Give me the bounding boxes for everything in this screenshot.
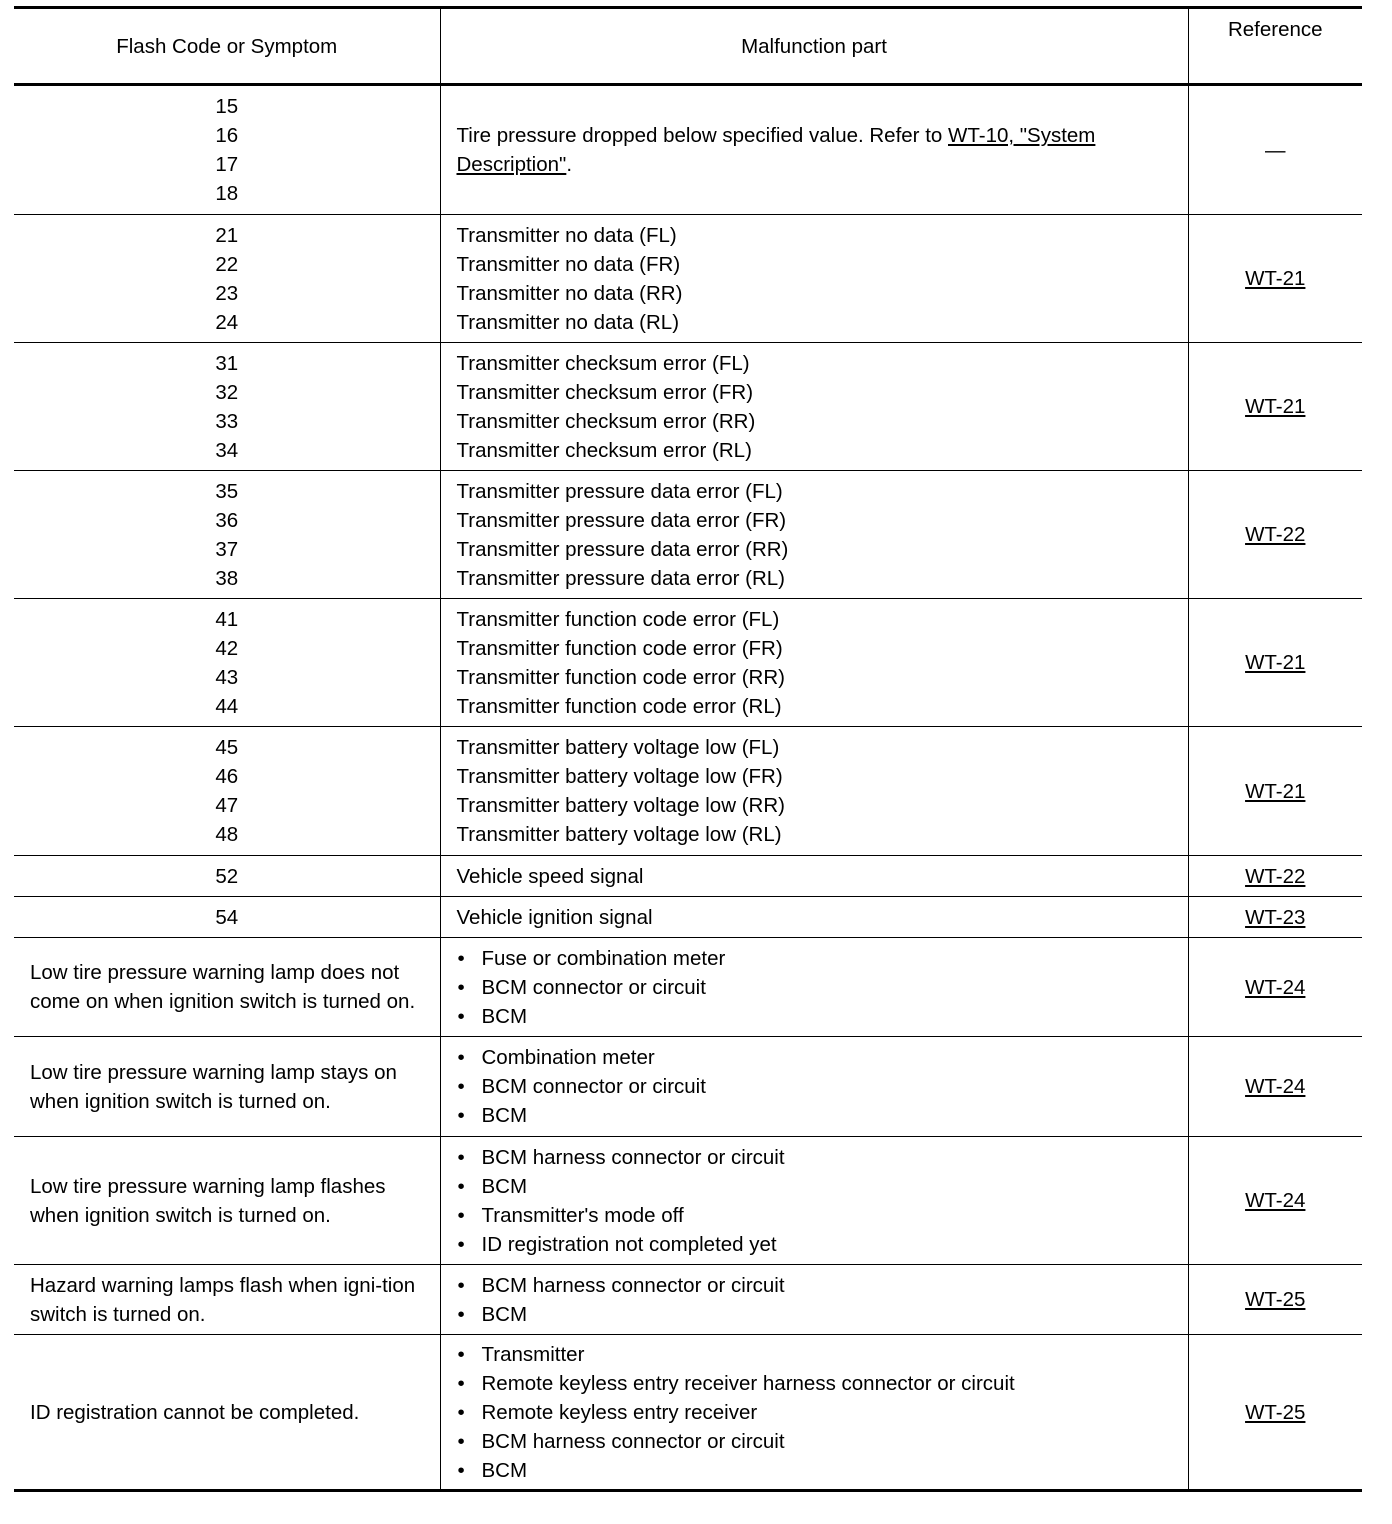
flash-code-cell — [14, 215, 440, 343]
flash-code: 45 — [215, 736, 239, 759]
malfunction-part: Transmitter no data (RR) — [456, 281, 683, 305]
flash-code-cell — [14, 727, 440, 856]
flash-code: 52 — [215, 864, 239, 888]
malfunction-part-bullet: • BCM harness connector or circuit — [457, 1427, 1184, 1456]
flash-code: 43 — [215, 665, 239, 689]
malfunction-part-bullet: • BCM harness connector or circuit — [457, 1143, 1184, 1172]
table-row — [14, 1335, 1362, 1491]
malfunction-part: Vehicle speed signal — [456, 864, 644, 888]
malfunction-part: Transmitter battery voltage low (RL) — [456, 823, 782, 846]
table-row — [14, 343, 1362, 471]
flash-code: 21 — [215, 223, 239, 247]
table-row — [14, 1137, 1362, 1265]
header-malfunction-part: Malfunction part — [440, 8, 1188, 85]
table-row — [14, 938, 1362, 1037]
system-description-link[interactable]: WT-10, "System Description" — [456, 124, 1096, 176]
flash-code: 36 — [215, 508, 239, 532]
malfunction-part: Vehicle ignition signal — [456, 905, 653, 929]
reference-cell — [1188, 343, 1362, 471]
table-row — [14, 471, 1362, 599]
flash-code: 44 — [215, 694, 239, 718]
malfunction-part-cell — [440, 215, 1188, 343]
table-row — [14, 85, 1362, 215]
reference-cell — [1188, 1037, 1362, 1137]
reference-link[interactable]: WT-23 — [1245, 905, 1306, 929]
reference-cell — [1188, 856, 1362, 897]
malfunction-part-bullet: • BCM — [457, 1101, 1184, 1130]
flash-code: 24 — [215, 310, 239, 334]
malfunction-part: Transmitter function code error (RL) — [456, 694, 782, 718]
malfunction-part-bullet: • BCM connector or circuit — [457, 973, 1184, 1002]
malfunction-part-bullet: • Remote keyless entry receiver harness connector or circuit — [457, 1369, 1184, 1398]
symptom-text: Hazard warning lamps flash when igni-tion switch is turned on. — [30, 1273, 416, 1326]
malfunction-part-cell — [440, 727, 1188, 856]
reference-link[interactable]: WT-21 — [1245, 267, 1306, 290]
reference-cell — [1188, 215, 1362, 343]
malfunction-part: Transmitter battery voltage low (FR) — [456, 765, 783, 788]
flash-code: 34 — [215, 438, 239, 462]
flash-code: 42 — [215, 636, 239, 660]
flash-code-cell — [14, 471, 440, 599]
malfunction-part-bullet: • BCM connector or circuit — [457, 1072, 1184, 1101]
diagnosis-table — [14, 6, 1362, 1492]
flash-code: 15 — [215, 95, 239, 118]
malfunction-part-bullet: • Transmitter — [457, 1340, 1184, 1369]
malfunction-part: Transmitter pressure data error (RL) — [456, 566, 785, 590]
malfunction-part-cell — [440, 856, 1188, 897]
malfunction-part-bullet: • BCM — [457, 1172, 1184, 1201]
malfunction-part-cell — [440, 85, 1188, 215]
flash-code: 23 — [215, 281, 239, 305]
flash-code: 47 — [215, 794, 239, 817]
table-row — [14, 1265, 1362, 1335]
flash-code: 17 — [215, 153, 239, 176]
flash-code-cell — [14, 343, 440, 471]
flash-code-cell — [14, 897, 440, 938]
flash-code: 16 — [215, 124, 239, 147]
flash-code: 46 — [215, 765, 239, 788]
malfunction-part: Transmitter function code error (FR) — [456, 636, 783, 660]
table-row — [14, 727, 1362, 856]
flash-code: 37 — [215, 537, 239, 561]
symptom-cell — [14, 1335, 440, 1491]
reference-link[interactable]: WT-21 — [1245, 395, 1306, 418]
reference-cell — [1188, 599, 1362, 727]
reference-link[interactable]: WT-22 — [1245, 864, 1306, 888]
flash-code-cell — [14, 599, 440, 727]
malfunction-part: Transmitter no data (FL) — [456, 223, 677, 247]
symptom-text: Low tire pressure warning lamp does not come on when ignition switch is turned on. — [30, 961, 416, 1013]
malfunction-part-cell — [440, 1265, 1188, 1335]
malfunction-part-bullet: • BCM — [457, 1002, 1184, 1031]
flash-code: 35 — [215, 479, 239, 503]
malfunction-part: Transmitter checksum error (FR) — [456, 380, 754, 404]
header-row — [14, 8, 1362, 85]
malfunction-part: Transmitter pressure data error (RR) — [456, 537, 789, 561]
reference-cell — [1188, 1137, 1362, 1265]
table-row — [14, 1037, 1362, 1137]
malfunction-part-bullet: • ID registration not completed yet — [457, 1230, 1184, 1259]
flash-code: 18 — [215, 182, 239, 205]
flash-code: 54 — [215, 905, 239, 929]
reference-cell — [1188, 1265, 1362, 1335]
reference-cell — [1188, 938, 1362, 1037]
malfunction-part: Transmitter checksum error (RR) — [456, 409, 756, 433]
malfunction-part: Transmitter no data (RL) — [456, 310, 680, 334]
malfunction-part-bullet: • Combination meter — [457, 1043, 1184, 1072]
malfunction-part-cell — [440, 599, 1188, 727]
header-reference: Reference — [1188, 8, 1362, 85]
table-row — [14, 856, 1362, 897]
malfunction-part: Transmitter battery voltage low (FL) — [456, 736, 780, 759]
malfunction-part-bullet: • Fuse or combination meter — [457, 944, 1184, 973]
malfunction-part-bullet: • Remote keyless entry receiver — [457, 1398, 1184, 1427]
flash-code: 32 — [215, 380, 239, 404]
symptom-cell — [14, 938, 440, 1037]
part-description: Tire pressure dropped below specified value. Refer to — [456, 124, 948, 147]
malfunction-part-bullet: • Transmitter's mode off — [457, 1201, 1184, 1230]
symptom-text: Low tire pressure warning lamp flashes when ignition switch is turned on. — [30, 1174, 386, 1227]
malfunction-part-bullet: • BCM — [457, 1456, 1184, 1485]
malfunction-part: Transmitter battery voltage low (RR) — [456, 794, 785, 817]
malfunction-part: Transmitter checksum error (RL) — [456, 438, 752, 462]
part-text — [457, 121, 1184, 179]
flash-code: 22 — [215, 252, 239, 276]
table-row — [14, 897, 1362, 938]
malfunction-part-cell — [440, 471, 1188, 599]
reference-link[interactable]: WT-24 — [1245, 1075, 1306, 1098]
malfunction-part-cell — [440, 897, 1188, 938]
reference-cell — [1188, 1335, 1362, 1491]
malfunction-part-bullet: • BCM — [457, 1300, 1184, 1329]
reference-link[interactable]: WT-24 — [1245, 975, 1306, 999]
malfunction-part: Transmitter function code error (RR) — [456, 665, 785, 689]
malfunction-part: Transmitter checksum error (FL) — [456, 351, 750, 375]
reference-link[interactable]: WT-22 — [1245, 523, 1306, 546]
header-flash-code: Flash Code or Symptom — [14, 8, 440, 85]
reference-cell — [1188, 897, 1362, 938]
malfunction-part-bullet: • BCM harness connector or circuit — [457, 1271, 1184, 1300]
no-reference-dash: — — [1265, 138, 1286, 162]
symptom-cell — [14, 1137, 440, 1265]
flash-code: 48 — [215, 823, 239, 846]
symptom-cell — [14, 1265, 440, 1335]
reference-cell — [1188, 85, 1362, 215]
malfunction-part: Transmitter function code error (FL) — [456, 607, 780, 631]
malfunction-part: Transmitter pressure data error (FL) — [456, 479, 783, 503]
flash-code-cell — [14, 85, 440, 215]
reference-link[interactable]: WT-24 — [1245, 1189, 1306, 1212]
malfunction-part-cell — [440, 1037, 1188, 1137]
reference-link[interactable]: WT-21 — [1245, 779, 1306, 803]
reference-cell — [1188, 727, 1362, 856]
table-row — [14, 215, 1362, 343]
malfunction-part: Transmitter no data (FR) — [456, 252, 681, 276]
table-row — [14, 599, 1362, 727]
flash-code: 41 — [215, 607, 239, 631]
symptom-text: Low tire pressure warning lamp stays on when ignition switch is turned on. — [30, 1060, 397, 1113]
reference-link[interactable]: WT-25 — [1245, 1400, 1306, 1424]
symptom-text: ID registration cannot be completed. — [30, 1400, 360, 1424]
flash-code: 33 — [215, 409, 239, 433]
flash-code: 38 — [215, 566, 239, 590]
malfunction-part: Transmitter pressure data error (FR) — [456, 508, 787, 532]
part-suffix: . — [566, 153, 573, 176]
flash-code-cell — [14, 856, 440, 897]
malfunction-part-cell — [440, 1335, 1188, 1491]
symptom-cell — [14, 1037, 440, 1137]
reference-link[interactable]: WT-21 — [1245, 651, 1306, 674]
malfunction-part-cell — [440, 343, 1188, 471]
malfunction-part-cell — [440, 938, 1188, 1037]
flash-code: 31 — [215, 351, 239, 375]
reference-link[interactable]: WT-25 — [1245, 1288, 1306, 1311]
reference-cell — [1188, 471, 1362, 599]
malfunction-part-cell — [440, 1137, 1188, 1265]
